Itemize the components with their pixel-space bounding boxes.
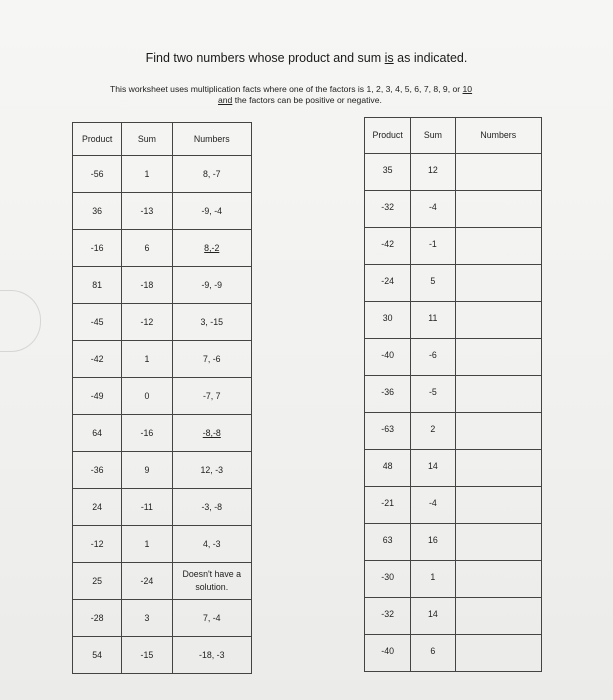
no-solution-line-1: Doesn't have a xyxy=(182,569,241,579)
numbers-answer-cell[interactable] xyxy=(455,487,542,524)
sum-cell: 1 xyxy=(122,526,172,563)
product-cell: -28 xyxy=(73,600,122,637)
table-row xyxy=(365,635,542,672)
numbers-cell: 8,-2 xyxy=(172,230,251,267)
numbers-answer-cell[interactable] xyxy=(455,450,542,487)
product-cell: -40 xyxy=(365,339,411,376)
instructions-underlined-10: 10 xyxy=(462,84,473,94)
numbers-cell xyxy=(172,563,251,600)
instructions-text-2: the factors can be positive or negative. xyxy=(232,95,382,105)
numbers-cell: -7, 7 xyxy=(172,378,251,415)
numbers-cell: -18, -3 xyxy=(172,637,251,674)
table-row xyxy=(73,526,252,563)
table-row xyxy=(73,600,252,637)
numbers-answer-cell[interactable] xyxy=(455,376,542,413)
title-after: as indicated. xyxy=(393,51,468,65)
product-cell: -42 xyxy=(365,228,411,265)
sum-cell: 1 xyxy=(411,561,455,598)
worksheet-title xyxy=(0,51,613,65)
title-before: Find two numbers whose product and sum xyxy=(145,51,385,65)
product-cell: -49 xyxy=(73,378,122,415)
table-row xyxy=(73,378,252,415)
left-header-product: Product xyxy=(73,123,122,156)
table-row xyxy=(365,376,542,413)
table-row xyxy=(73,156,252,193)
table-row xyxy=(365,228,542,265)
numbers-cell: -3, -8 xyxy=(172,489,251,526)
table-row xyxy=(365,191,542,228)
product-cell: -32 xyxy=(365,598,411,635)
sum-cell: -12 xyxy=(122,304,172,341)
numbers-answer-cell[interactable] xyxy=(455,524,542,561)
numbers-cell: 7, -6 xyxy=(172,341,251,378)
sum-cell: 9 xyxy=(122,452,172,489)
sum-cell: -4 xyxy=(411,191,455,228)
sum-cell: -18 xyxy=(122,267,172,304)
numbers-cell: -8,-8 xyxy=(172,415,251,452)
numbers-answer-cell[interactable] xyxy=(455,413,542,450)
table-row xyxy=(365,524,542,561)
numbers-cell: -9, -9 xyxy=(172,267,251,304)
title-underlined-word: is xyxy=(384,51,394,65)
product-cell: 63 xyxy=(365,524,411,561)
sum-cell: 0 xyxy=(122,378,172,415)
sum-cell: 2 xyxy=(411,413,455,450)
numbers-answer-cell[interactable] xyxy=(455,635,542,672)
table-row xyxy=(73,415,252,452)
table-row xyxy=(365,302,542,339)
instructions-line-1 xyxy=(110,84,540,94)
numbers-answer-cell[interactable] xyxy=(455,598,542,635)
table-row xyxy=(73,267,252,304)
sum-cell: -6 xyxy=(411,339,455,376)
sum-cell: 1 xyxy=(122,156,172,193)
sum-cell: 5 xyxy=(411,265,455,302)
product-cell: -36 xyxy=(73,452,122,489)
product-cell: 54 xyxy=(73,637,122,674)
product-cell: -30 xyxy=(365,561,411,598)
table-row xyxy=(365,154,542,191)
instructions-underlined-and: and xyxy=(218,95,233,105)
table-row xyxy=(365,339,542,376)
table-row xyxy=(365,265,542,302)
product-cell: 36 xyxy=(73,193,122,230)
numbers-answer-cell[interactable] xyxy=(455,191,542,228)
product-cell: -45 xyxy=(73,304,122,341)
product-cell: -36 xyxy=(365,376,411,413)
table-row xyxy=(73,637,252,674)
product-cell: 64 xyxy=(73,415,122,452)
right-header-sum: Sum xyxy=(411,118,455,154)
sum-cell: 12 xyxy=(411,154,455,191)
product-cell: 30 xyxy=(365,302,411,339)
table-row xyxy=(365,598,542,635)
sum-cell: 11 xyxy=(411,302,455,339)
right-header-row xyxy=(365,118,542,154)
sum-cell: -5 xyxy=(411,376,455,413)
product-cell: -42 xyxy=(73,341,122,378)
table-row xyxy=(73,452,252,489)
right-header-product: Product xyxy=(365,118,411,154)
numbers-answer-cell[interactable] xyxy=(455,302,542,339)
sum-cell: -11 xyxy=(122,489,172,526)
left-header-sum: Sum xyxy=(122,123,172,156)
numbers-answer-cell[interactable] xyxy=(455,154,542,191)
product-cell: -24 xyxy=(365,265,411,302)
product-cell: -21 xyxy=(365,487,411,524)
table-row xyxy=(73,341,252,378)
no-solution-line-2: solution. xyxy=(195,582,229,592)
sum-cell: 14 xyxy=(411,598,455,635)
numbers-cell: 4, -3 xyxy=(172,526,251,563)
numbers-cell: 12, -3 xyxy=(172,452,251,489)
sum-cell: -16 xyxy=(122,415,172,452)
product-cell: -63 xyxy=(365,413,411,450)
sum-cell: 6 xyxy=(122,230,172,267)
table-row xyxy=(73,304,252,341)
sum-cell: 3 xyxy=(122,600,172,637)
product-cell: 24 xyxy=(73,489,122,526)
product-cell: 81 xyxy=(73,267,122,304)
product-cell: 25 xyxy=(73,563,122,600)
sum-cell: -24 xyxy=(122,563,172,600)
sum-cell: -13 xyxy=(122,193,172,230)
product-cell: -12 xyxy=(73,526,122,563)
table-row xyxy=(365,561,542,598)
numbers-cell: 8, -7 xyxy=(172,156,251,193)
table-row xyxy=(73,563,252,600)
numbers-cell: -9, -4 xyxy=(172,193,251,230)
numbers-answer-cell[interactable] xyxy=(455,339,542,376)
product-cell: 48 xyxy=(365,450,411,487)
sum-cell: 16 xyxy=(411,524,455,561)
numbers-answer-cell[interactable] xyxy=(455,228,542,265)
right-worksheet-table xyxy=(364,117,542,672)
table-row xyxy=(73,489,252,526)
right-header-numbers: Numbers xyxy=(455,118,542,154)
sum-cell: 14 xyxy=(411,450,455,487)
numbers-answer-cell[interactable] xyxy=(455,561,542,598)
table-row xyxy=(73,193,252,230)
sum-cell: -1 xyxy=(411,228,455,265)
table-row xyxy=(73,230,252,267)
sum-cell: 1 xyxy=(122,341,172,378)
product-cell: -40 xyxy=(365,635,411,672)
table-row xyxy=(365,487,542,524)
product-cell: -16 xyxy=(73,230,122,267)
sum-cell: 6 xyxy=(411,635,455,672)
sum-cell: -4 xyxy=(411,487,455,524)
left-header-numbers: Numbers xyxy=(172,123,251,156)
left-worksheet-table xyxy=(72,122,252,674)
table-row xyxy=(365,450,542,487)
product-cell: 35 xyxy=(365,154,411,191)
table-row xyxy=(365,413,542,450)
instructions-text-1: This worksheet uses multiplication facts where one of the factors is 1, 2, 3, 4, 5, 6, 7, 8, 9, or xyxy=(110,84,463,94)
product-cell: -56 xyxy=(73,156,122,193)
left-header-row xyxy=(73,123,252,156)
instructions-line-2 xyxy=(218,95,382,105)
product-cell: -32 xyxy=(365,191,411,228)
sum-cell: -15 xyxy=(122,637,172,674)
numbers-answer-cell[interactable] xyxy=(455,265,542,302)
numbers-cell: 7, -4 xyxy=(172,600,251,637)
numbers-cell: 3, -15 xyxy=(172,304,251,341)
